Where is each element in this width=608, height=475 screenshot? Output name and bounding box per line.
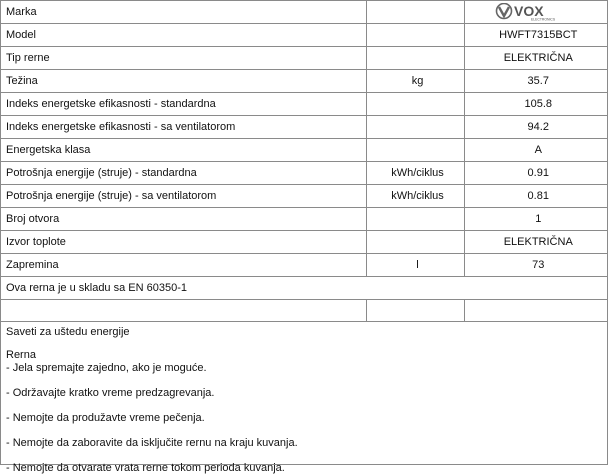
spec-unit: [366, 1, 464, 24]
compliance-row: [1, 277, 607, 300]
tip-item: - Nemojte da produžavte vreme pečenja.: [6, 412, 205, 424]
brand-logo-cell: [464, 1, 607, 24]
table-row: [1, 24, 607, 47]
spec-value: HWFT7315BCT: [464, 24, 607, 47]
spec-label: Zapremina: [1, 254, 366, 277]
table-row: [1, 1, 607, 24]
spec-label: Potrošnja energije (struje) - standardna: [1, 162, 366, 185]
spec-unit: [366, 231, 464, 254]
empty-cell: [366, 300, 464, 322]
spec-label: Izvor toplote: [1, 231, 366, 254]
spec-unit: [366, 24, 464, 47]
spec-label: Tip rerne: [1, 47, 366, 70]
spec-value: 94.2: [464, 116, 607, 139]
table-row: [1, 70, 607, 93]
tips-subtitle: Rerna: [6, 349, 36, 361]
empty-row: [1, 300, 607, 322]
table-row: [1, 254, 607, 277]
spec-unit: kWh/ciklus: [366, 162, 464, 185]
spec-label: Broj otvora: [1, 208, 366, 231]
spec-value: ELEKTRIČNA: [464, 231, 607, 254]
spec-value: 0.91: [464, 162, 607, 185]
table-row: [1, 162, 607, 185]
spec-label: Potrošnja energije (struje) - sa ventilatorom: [1, 185, 366, 208]
spec-value: 35.7: [464, 70, 607, 93]
tip-item: - Nemojte da otvarate vrata rerne tokom perioda kuvanja.: [6, 462, 285, 474]
table-row: [1, 231, 607, 254]
tips-title: Saveti za uštedu energije: [6, 326, 130, 338]
spec-unit: [366, 116, 464, 139]
vox-logo-icon: [495, 3, 581, 21]
spec-value: 73: [464, 254, 607, 277]
spec-value: 0.81: [464, 185, 607, 208]
spec-unit: [366, 93, 464, 116]
table-row: [1, 185, 607, 208]
spec-unit: [366, 208, 464, 231]
spec-value: 105.8: [464, 93, 607, 116]
spec-label: Energetska klasa: [1, 139, 366, 162]
spec-value: 1: [464, 208, 607, 231]
spec-label: Indeks energetske efikasnosti - standardna: [1, 93, 366, 116]
energy-saving-tips: [1, 322, 607, 475]
spec-label: Model: [1, 24, 366, 47]
spec-unit: kWh/ciklus: [366, 185, 464, 208]
table-row: [1, 93, 607, 116]
spec-value: A: [464, 139, 607, 162]
spec-unit: [366, 139, 464, 162]
vox-logo: [495, 3, 581, 21]
spec-table: [1, 1, 607, 322]
table-row: [1, 208, 607, 231]
table-row: [1, 47, 607, 70]
spec-value: ELEKTRIČNA: [464, 47, 607, 70]
compliance-note: Ova rerna je u skladu sa EN 60350-1: [1, 277, 607, 300]
spec-unit: l: [366, 254, 464, 277]
table-row: [1, 116, 607, 139]
tip-item: - Jela spremajte zajedno, ako je moguće.: [6, 362, 207, 374]
empty-cell: [464, 300, 607, 322]
logo-text: VOX: [514, 3, 544, 19]
spec-unit: [366, 47, 464, 70]
spec-label: Indeks energetske efikasnosti - sa ventilatorom: [1, 116, 366, 139]
spec-label: Marka: [1, 1, 366, 24]
empty-cell: [1, 300, 366, 322]
logo-subtext: ELECTRONICS: [531, 17, 556, 21]
spec-unit: kg: [366, 70, 464, 93]
tip-item: - Održavajte kratko vreme predzagrevanja.: [6, 387, 215, 399]
table-row: [1, 139, 607, 162]
spec-label: Težina: [1, 70, 366, 93]
tip-item: - Nemojte da zaboravite da isključite rernu na kraju kuvanja.: [6, 437, 298, 449]
